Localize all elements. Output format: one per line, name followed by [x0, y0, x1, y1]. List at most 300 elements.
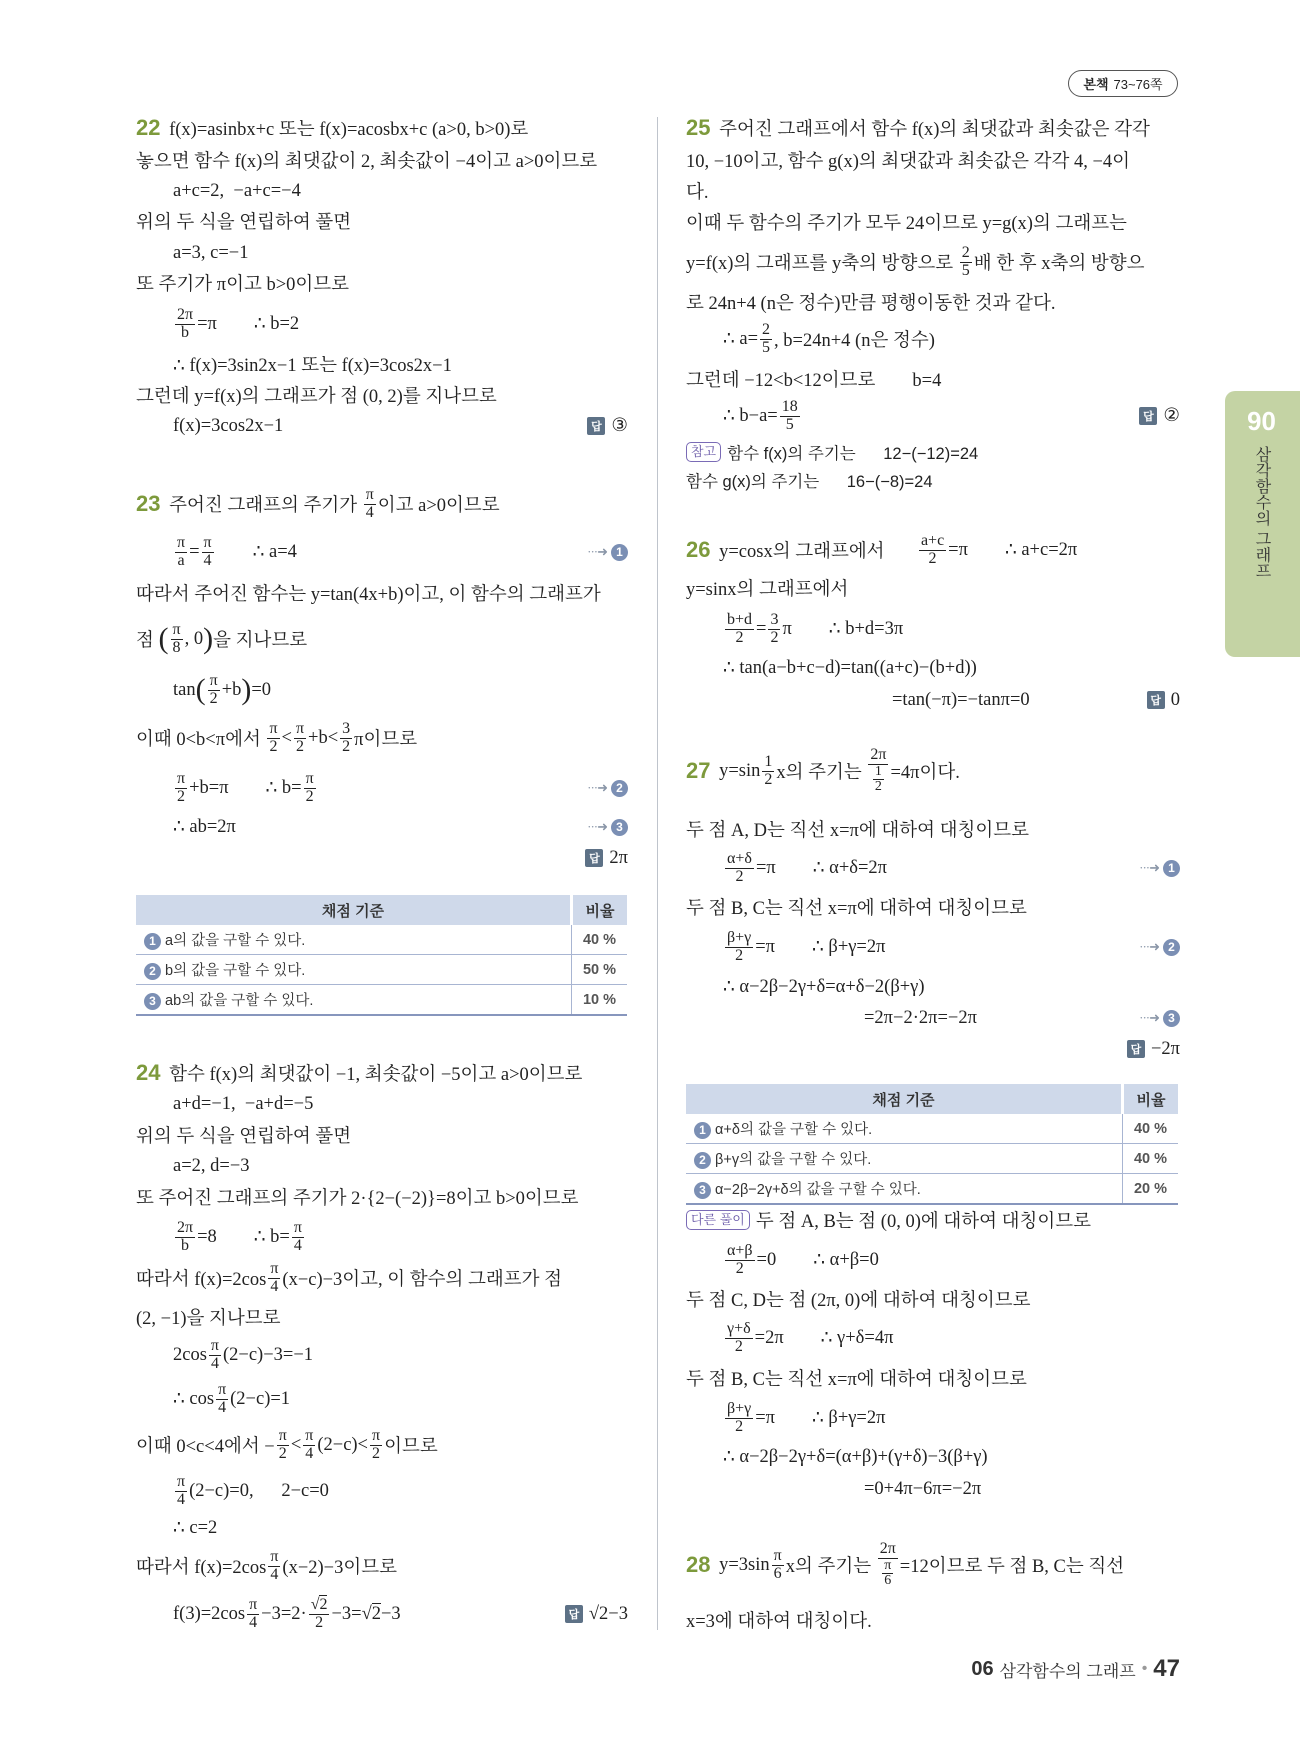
fraction [725, 1321, 753, 1356]
math-text: ∴ α−2β−2γ+δ=α+δ−2(β+γ) [723, 977, 925, 997]
math-text: π [305, 769, 314, 787]
math-text: 또 주어진 그래프의 주기가 2·{2−(−2)}=8이고 b>0이므로 [136, 1189, 579, 1209]
problem-number: 22 [136, 115, 161, 140]
criteria-text: b의 값을 구할 수 있다. [165, 963, 306, 979]
solution-line [686, 927, 1180, 967]
math-text: 배 한 후 x축의 방향으 [973, 254, 1145, 274]
math-text: 함수 f(x)의 최댓값이 −1, 최솟값이 −5이고 a>0이므로 [164, 1065, 583, 1085]
solution-line [136, 304, 628, 344]
math-text: b [181, 1236, 190, 1254]
fraction [277, 1428, 289, 1463]
criteria-text: β+γ의 값을 구할 수 있다. [715, 1152, 872, 1168]
ratio-header: 비율 [1123, 1084, 1179, 1114]
math-text: 2 [342, 737, 351, 755]
math-text: 위의 두 식을 연립하여 풀면 [136, 1127, 352, 1147]
right-column [686, 0, 1180, 1754]
fraction-denominator [171, 640, 183, 657]
fraction-denominator [734, 630, 746, 647]
math-text: π [210, 1336, 219, 1354]
math-text: α+β [727, 1241, 753, 1259]
fraction [268, 1549, 280, 1584]
table-row [686, 1114, 1178, 1144]
math-text: 로 24n+4 (n은 정수)만큼 평행이동한 것과 같다. [686, 294, 1056, 314]
fraction-numerator [175, 1220, 195, 1238]
math-text: x의 주기는 [785, 1557, 876, 1577]
ratio-value: 20 % [1123, 1174, 1179, 1205]
fraction-numerator [267, 721, 279, 739]
math-text: ∴ tan(a−b+c−d)=tan((a+c)−(b+d)) [723, 658, 977, 678]
column-divider [657, 117, 658, 1630]
math-text: 1 [764, 752, 773, 770]
math-text: 주어진 그래프의 주기가 [164, 496, 362, 516]
fraction-denominator [960, 263, 972, 280]
step-number-icon: 1 [694, 1122, 711, 1139]
answer-label-icon: 답 [565, 1605, 583, 1623]
fraction-denominator [277, 1446, 289, 1463]
math-text: +b< [308, 727, 339, 748]
math-text: 함수 g(x)의 주기는 16−(−8)=24 [686, 473, 933, 491]
math-text: (2−c)< [317, 1434, 368, 1455]
table-row [136, 955, 627, 985]
fraction [873, 765, 884, 795]
fraction-denominator [762, 772, 774, 789]
fraction-numerator [868, 747, 888, 765]
math-text: 그런데 y=f(x)의 그래프가 점 (0, 2)를 지나므로 [136, 387, 497, 407]
fraction-denominator [869, 765, 888, 795]
fraction [294, 721, 306, 756]
fraction-denominator [268, 1279, 280, 1296]
large-parenthesis: ) [203, 622, 214, 655]
fraction [364, 487, 376, 522]
math-text: π [249, 1595, 258, 1613]
badge-pages: 73~76쪽 [1113, 77, 1163, 92]
fraction [868, 747, 888, 795]
square-root [311, 1597, 328, 1614]
fraction [725, 851, 754, 886]
math-text: 4 [249, 1613, 258, 1631]
solution-line [686, 202, 1180, 242]
math-text: 1 [874, 763, 882, 779]
fraction-denominator [202, 553, 214, 570]
solution-line [686, 680, 1180, 720]
math-text: , b=24n+4 (n은 정수) [774, 331, 935, 351]
fraction-denominator [733, 948, 745, 965]
fraction [303, 1428, 315, 1463]
answer-label-icon: 답 [1147, 691, 1165, 709]
fraction-denominator [760, 340, 772, 357]
fraction-denominator [313, 1615, 325, 1632]
solution-line [136, 1297, 628, 1337]
fraction-denominator [364, 505, 376, 522]
fraction-numerator [760, 322, 772, 340]
fraction-denominator [303, 1446, 315, 1463]
math-text: =4π이다. [890, 763, 960, 783]
dotted-arrow-icon: ···➜ [1139, 939, 1159, 954]
table-row [136, 985, 627, 1016]
page-footer [971, 1655, 1180, 1683]
math-text: a+c [920, 531, 945, 549]
fraction-numerator [772, 1548, 784, 1566]
fraction-numerator [303, 1428, 315, 1446]
math-text: 따라서 주어진 함수는 y=tan(4x+b)이고, 이 함수의 그래프가 [136, 585, 601, 605]
math-text: π [269, 719, 278, 737]
fraction-numerator [202, 535, 214, 553]
step-number-icon: 2 [144, 963, 161, 980]
solution-line [686, 1279, 1180, 1319]
fraction [725, 1401, 753, 1436]
math-text: 두 점 B, C는 직선 x=π에 대하여 대칭이므로 [686, 899, 1027, 919]
fraction [292, 1220, 304, 1255]
large-parenthesis: ) [241, 673, 252, 706]
math-text: = [189, 541, 200, 562]
ratio-value: 50 % [572, 955, 628, 985]
math-text: y=f(x)의 그래프를 y축의 방향으로 [686, 254, 958, 274]
ratio-value: 40 % [1123, 1114, 1179, 1144]
math-text: 6 [773, 1564, 782, 1582]
table-row [136, 925, 627, 955]
fraction-numerator [725, 1243, 755, 1261]
fraction-numerator [277, 1428, 289, 1446]
criteria-text: α−2β−2γ+δ의 값을 구할 수 있다. [715, 1182, 921, 1198]
fraction [960, 245, 972, 280]
fraction-numerator [292, 1220, 304, 1238]
math-text: 2 [305, 787, 314, 805]
math-text: 2 [961, 243, 970, 261]
fraction [175, 535, 187, 570]
math-text: 2cos [173, 1344, 207, 1365]
math-text: (2, −1)을 지나므로 [136, 1309, 281, 1329]
answer [585, 848, 628, 869]
math-text: =π ∴ β+γ=2π [755, 937, 886, 957]
left-column [136, 0, 628, 1754]
math-text: =8 ∴ b= [197, 1227, 290, 1247]
math-text: 5 [762, 338, 771, 356]
math-text: 4 [365, 503, 374, 521]
answer-label-icon: 답 [1139, 407, 1157, 425]
math-text: 이때 0<c<4에서 − [136, 1437, 275, 1457]
math-text: 2 [177, 787, 186, 805]
solution-line [136, 1471, 628, 1511]
fraction-denominator [175, 553, 186, 570]
fraction-denominator [873, 780, 884, 795]
problem-number: 27 [686, 758, 711, 783]
solution-line [136, 619, 628, 659]
fraction-numerator [175, 307, 195, 325]
solution-line [686, 282, 1180, 322]
math-text: =0 [251, 679, 272, 700]
math-text: (2−c)=0, 2−c=0 [189, 1480, 329, 1501]
solution-line [136, 573, 628, 613]
solution-line [686, 1398, 1180, 1438]
step-number-icon: 2 [611, 780, 628, 797]
answer-label-icon: 답 [1127, 1040, 1145, 1058]
answer-value: ② [1163, 406, 1180, 426]
math-text: f(3)=2cos [173, 1603, 246, 1624]
math-text: (x−2)−3이므로 [282, 1558, 397, 1578]
math-text: y=sin [714, 760, 761, 781]
fraction-denominator [267, 739, 279, 756]
math-text: 4 [270, 1565, 279, 1583]
math-text: 2 [735, 1417, 744, 1435]
solution-line [686, 745, 1180, 795]
fraction-numerator [309, 1597, 330, 1615]
fraction [760, 322, 772, 357]
step-marker [587, 780, 628, 797]
step-marker [587, 544, 628, 561]
math-text: 3 [770, 610, 779, 628]
math-text: 두 점 B, C는 직선 x=π에 대하여 대칭이므로 [686, 1370, 1027, 1390]
fraction-denominator [247, 1615, 259, 1632]
fraction-denominator [772, 1566, 784, 1583]
step-marker [1139, 860, 1180, 877]
math-text: a+d=−1, −a+d=−5 [173, 1093, 314, 1114]
math-text: π [773, 1546, 782, 1564]
math-text: 5 [961, 261, 970, 279]
fraction [309, 1597, 330, 1632]
note-tag: 다른 풀이 [686, 1210, 750, 1230]
math-text: =2π ∴ γ+δ=4π [754, 1328, 894, 1348]
fraction [202, 535, 214, 570]
answer [1139, 405, 1180, 427]
math-text: π [218, 1380, 227, 1398]
math-text: −3=2· [261, 1603, 307, 1624]
solution-line [136, 718, 628, 758]
math-text: 다. [686, 183, 709, 203]
math-text: 두 점 A, D는 직선 x=π에 대하여 대칭이므로 [686, 821, 1029, 841]
math-text: 이므로 [384, 1437, 438, 1457]
math-text: 6 [884, 1573, 892, 1589]
math-text: π [203, 533, 212, 551]
answer [1147, 690, 1180, 711]
math-text: (x−c)−3이고, 이 함수의 그래프가 점 [282, 1270, 563, 1290]
fraction [725, 930, 753, 965]
math-text: π [177, 769, 186, 787]
fraction-numerator [171, 622, 183, 640]
math-text: a=2, d=−3 [173, 1155, 250, 1176]
fraction-numerator [762, 754, 774, 772]
math-text: b+d [727, 610, 753, 628]
step-number-icon: 2 [694, 1152, 711, 1169]
math-text: =0+4π−6π=−2π [864, 1478, 982, 1499]
math-text: 이때 0<b<π에서 [136, 730, 266, 750]
note-tag: 참고 [686, 442, 721, 462]
fraction-numerator [175, 535, 187, 553]
math-text: 또 주기가 π이고 b>0이므로 [136, 275, 349, 295]
math-text: 을 지나므로 [213, 631, 308, 651]
step-number-icon: 2 [1163, 939, 1180, 956]
problem-number: 26 [686, 537, 711, 562]
math-text: 4 [203, 551, 212, 569]
math-text: 8 [172, 638, 181, 656]
solution-line [686, 242, 1180, 282]
solution-line [136, 1217, 628, 1257]
fraction-numerator [725, 930, 753, 948]
math-text: 4 [293, 1236, 302, 1254]
fraction [216, 1382, 228, 1417]
solution-line [686, 887, 1180, 927]
math-text: f(x)=asinbx+c 또는 f(x)=acosbx+c (a>0, b>0)로 [164, 120, 529, 140]
dotted-arrow-icon: ···➜ [1139, 860, 1159, 875]
math-text: 그런데 −12<b<12이므로 b=4 [686, 371, 942, 391]
answer-value: 0 [1170, 689, 1180, 710]
chapter-tab-title: 삼각함수의 그래프 [1252, 446, 1270, 579]
square-root [362, 1604, 381, 1625]
math-text: π ∴ b+d=3π [782, 619, 904, 639]
fraction-numerator [878, 1541, 898, 1559]
fraction [171, 622, 183, 657]
criteria-header: 채점 기준 [686, 1084, 1123, 1114]
footer-chapter-number: 06 [971, 1657, 994, 1680]
solution-line [686, 1200, 1180, 1240]
math-text: 2 [735, 946, 744, 964]
math-text: tan [173, 679, 196, 700]
fraction-denominator [179, 1238, 191, 1255]
math-text: (2−c)=1 [230, 1388, 291, 1409]
solution-line [686, 1029, 1180, 1069]
math-text: 2 [296, 737, 304, 755]
math-text: 두 점 A, B는 점 (0, 0)에 대하여 대칭이므로 [755, 1212, 1091, 1232]
table-row [686, 1144, 1178, 1174]
math-text: 2 [734, 1337, 743, 1355]
fraction [175, 1474, 187, 1509]
math-text: 2 [762, 320, 771, 338]
math-text: π [293, 1218, 302, 1236]
grading-criteria-table-27 [686, 1084, 1178, 1205]
fraction-numerator [304, 771, 316, 789]
fraction-numerator [175, 771, 187, 789]
math-text: f(x)=3cos2x−1 [173, 415, 284, 436]
criteria-text: α+δ의 값을 구할 수 있다. [715, 1122, 873, 1138]
fraction-denominator [179, 325, 191, 342]
fraction-numerator [780, 399, 800, 417]
fraction-numerator [725, 1321, 753, 1339]
math-text: 2π [177, 1218, 194, 1236]
solution-line [686, 359, 1180, 399]
fraction-denominator [175, 789, 187, 806]
solution-line [136, 1335, 628, 1375]
fraction-numerator [725, 851, 754, 869]
math-text: ∴ a=4 [215, 542, 297, 562]
dotted-arrow-icon: ···➜ [587, 544, 607, 559]
ratio-value: 10 % [572, 985, 628, 1016]
math-text: y=sinx의 그래프에서 [686, 580, 849, 600]
math-text: 놓으면 함수 f(x)의 최댓값이 2, 최솟값이 −4이고 a>0이므로 [136, 152, 598, 172]
math-text: π [372, 1426, 381, 1444]
solution-line [136, 406, 628, 446]
fraction-numerator [919, 533, 946, 551]
fraction-numerator [725, 612, 754, 630]
solution-line [136, 1508, 628, 1548]
criteria-text: a의 값을 구할 수 있다. [165, 933, 306, 949]
fraction [878, 1541, 898, 1589]
answer-label-icon: 답 [585, 849, 603, 867]
solution-line [136, 1546, 628, 1586]
math-text: ∴ c=2 [173, 1518, 218, 1538]
math-text: −3= [331, 1603, 362, 1624]
fraction [340, 721, 352, 756]
math-text: 2 [735, 1259, 744, 1277]
math-text: 두 점 C, D는 점 (2π, 0)에 대하여 대칭이므로 [686, 1291, 1031, 1311]
fraction [919, 533, 946, 568]
step-marker [587, 819, 628, 836]
fraction [247, 1597, 259, 1632]
radicand: 2 [319, 1595, 328, 1613]
math-text: 2 [278, 1444, 287, 1462]
math-text: 이고 a>0이므로 [377, 496, 500, 516]
math-text: π [177, 1472, 186, 1490]
math-text: < [281, 727, 292, 748]
problem-number: 25 [686, 115, 711, 140]
math-text: 2 [735, 628, 744, 646]
math-text: 점 [136, 631, 159, 651]
step-number-icon: 3 [1163, 1010, 1180, 1027]
answer [587, 415, 628, 437]
math-text: γ+δ [727, 1319, 751, 1337]
fraction-denominator [304, 789, 316, 806]
math-text: b [181, 323, 190, 341]
solution-line [686, 1358, 1180, 1398]
answer-value: −2π [1150, 1038, 1180, 1059]
math-text: 5 [785, 415, 794, 433]
fraction [267, 721, 279, 756]
math-text: π [295, 719, 305, 737]
math-text: =π ∴ α+δ=2π [755, 858, 887, 878]
fraction [725, 612, 754, 647]
fraction [175, 1220, 195, 1255]
fraction-denominator [733, 1419, 745, 1436]
math-text: π [177, 533, 186, 551]
fraction [175, 771, 187, 806]
fraction-numerator [370, 1428, 382, 1446]
fraction-numerator [294, 721, 306, 739]
math-text: , 0 [184, 628, 204, 649]
footer-separator: • [1141, 1660, 1148, 1677]
fraction-denominator [208, 691, 220, 708]
math-text: π [270, 1259, 279, 1277]
math-text: π이므로 [354, 730, 418, 750]
fraction [208, 673, 220, 708]
solution-line [686, 848, 1180, 888]
fraction-denominator [268, 1567, 280, 1584]
solution-line [686, 1600, 1180, 1640]
math-text: y=cosx의 그래프에서 [714, 542, 917, 562]
solution-line [136, 1258, 628, 1298]
math-text: 2π [177, 305, 194, 323]
answer-value: 2π [609, 847, 628, 868]
answer [1127, 1039, 1180, 1060]
solution-line [686, 530, 1180, 570]
dotted-arrow-icon: ···➜ [1139, 1010, 1159, 1025]
fraction-denominator [878, 1559, 897, 1589]
fraction-denominator [209, 1356, 221, 1373]
fraction [370, 1428, 382, 1463]
math-text: +b=π ∴ b= [189, 778, 302, 798]
math-text: 주어진 그래프에서 함수 f(x)의 최댓값과 최솟값은 각각 [714, 120, 1150, 140]
math-text: ∴ ab=2π [173, 817, 236, 837]
math-text: 2 [770, 628, 779, 646]
math-text: 18 [781, 397, 798, 415]
fraction-denominator [370, 1446, 382, 1463]
math-text: a+c=2, −a+c=−4 [173, 180, 301, 201]
answer [565, 1604, 628, 1625]
math-text: 2 [372, 1444, 381, 1462]
math-text: =0 ∴ α+β=0 [756, 1250, 879, 1270]
math-text: =tan(−π)=−tanπ=0 [892, 689, 1030, 710]
step-marker [1139, 1010, 1180, 1027]
solution-line [136, 768, 628, 808]
solution-line [136, 1379, 628, 1419]
badge-label: 본책 [1083, 77, 1109, 92]
